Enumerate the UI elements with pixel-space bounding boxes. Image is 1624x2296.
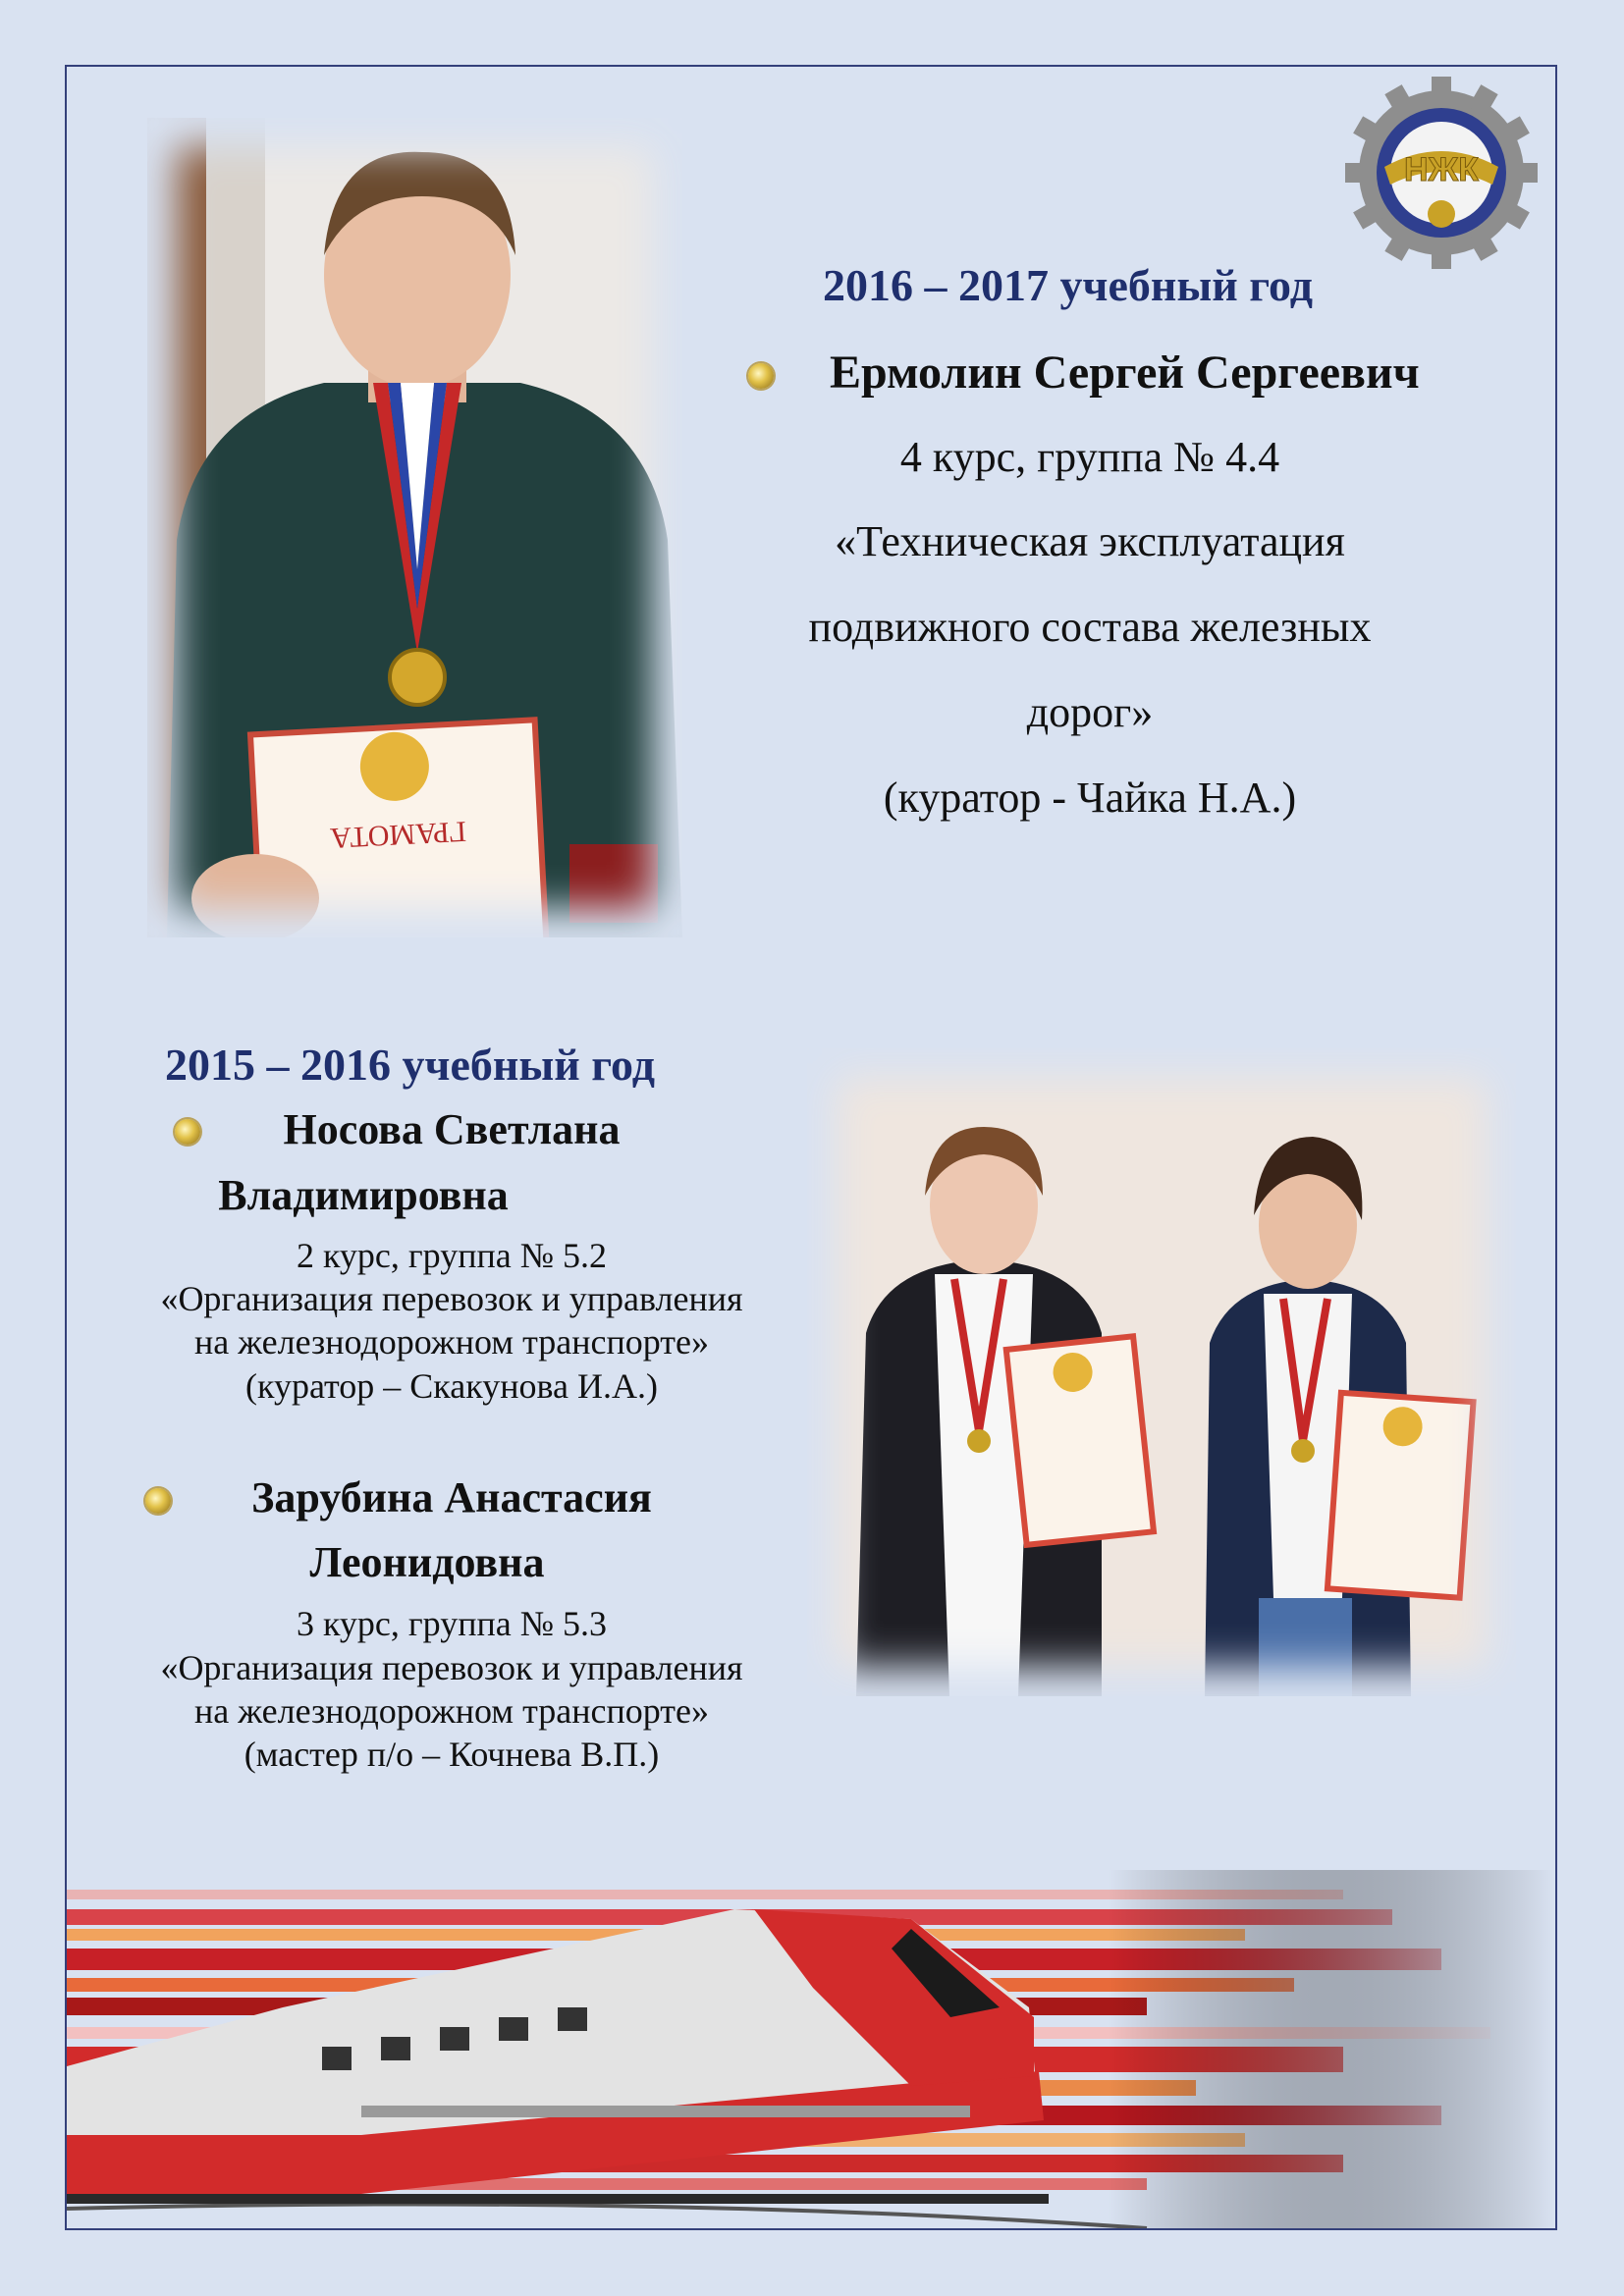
year-heading-2015-2016: 2015 – 2016 учебный год bbox=[165, 1040, 655, 1090]
student-name-ermolin: Ермолин Сергей Сергеевич bbox=[830, 347, 1420, 399]
program-line: на железнодорожном транспорте» bbox=[193, 1322, 709, 1362]
program-line: «Техническая эксплуатация bbox=[835, 517, 1345, 565]
bullet-icon bbox=[748, 363, 774, 389]
program-line: подвижного состава железных bbox=[808, 603, 1372, 651]
program-line: «Организация перевозок и управления bbox=[160, 1648, 743, 1687]
students-photo-nosova-zarubina bbox=[807, 1048, 1516, 1696]
diploma-title: ГРАМОТА bbox=[329, 815, 467, 855]
student-course: 3 курс, группа № 5.3 bbox=[296, 1604, 608, 1643]
student-curator: (куратор - Чайка Н.А.) bbox=[883, 774, 1297, 822]
student-name-nosova: Владимировна bbox=[218, 1171, 509, 1219]
student-course: 4 курс, группа № 4.4 bbox=[899, 433, 1280, 481]
student-name-nosova: Носова Светлана bbox=[283, 1105, 621, 1153]
program-line: дорог» bbox=[1026, 688, 1154, 736]
program-line: на железнодорожном транспорте» bbox=[193, 1691, 709, 1731]
student-curator: (мастер п/о – Кочнева В.П.) bbox=[244, 1735, 660, 1774]
college-gear-logo-icon bbox=[1345, 77, 1538, 269]
student-name-zarubina: Зарубина Анастасия bbox=[251, 1473, 652, 1522]
student-course: 2 курс, группа № 5.2 bbox=[296, 1236, 608, 1275]
train-banner-image bbox=[67, 1870, 1555, 2228]
student-photo-ermolin bbox=[147, 118, 682, 937]
student-name-zarubina: Леонидовна bbox=[309, 1538, 545, 1586]
year-heading-2016-2017: 2016 – 2017 учебный год bbox=[823, 260, 1313, 310]
logo-text: НЖК bbox=[1403, 151, 1480, 188]
program-line: «Организация перевозок и управления bbox=[160, 1279, 743, 1318]
student-curator: (куратор – Скакунова И.А.) bbox=[245, 1366, 658, 1406]
